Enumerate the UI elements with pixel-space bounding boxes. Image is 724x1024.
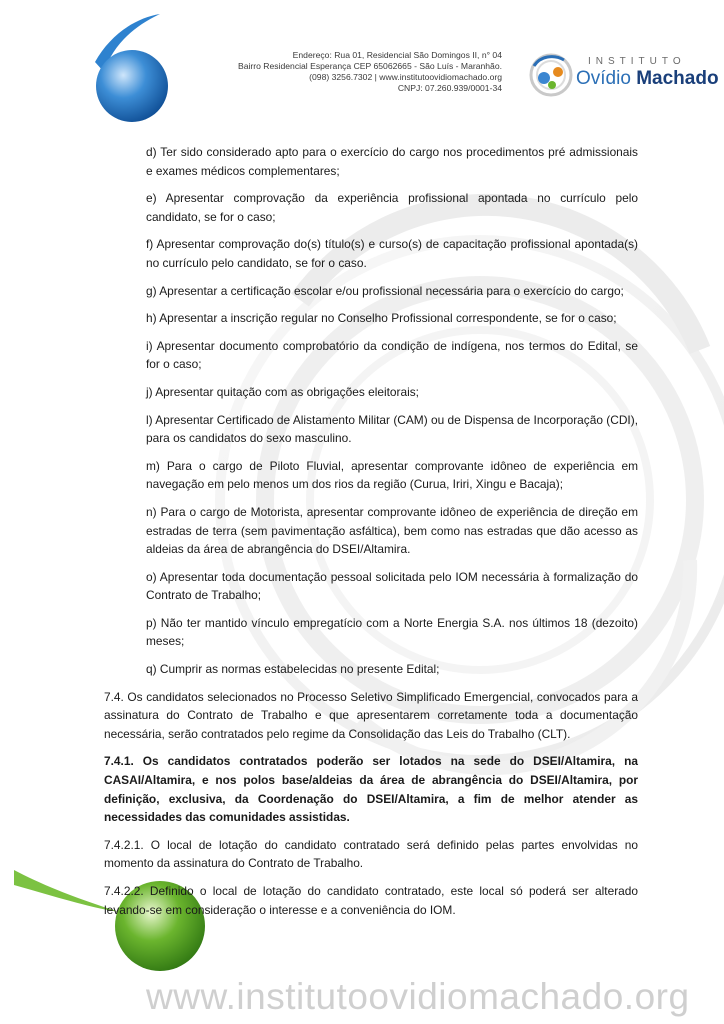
list-item-d: d) Ter sido considerado apto para o exercício do cargo nos procedimentos pré admissionais e exames médicos complementares; (146, 145, 638, 178)
list-item-f: f) Apresentar comprovação do(s) título(s) e curso(s) de capacitação profissional apontada(s) no currículo pelo candidato, se for o caso. (146, 237, 638, 270)
address-line: Endereço: Rua 01, Residencial São Domingos II, n° 04 (292, 50, 502, 60)
list-item-i: i) Apresentar documento comprobatório da condição de indígena, nos termos do Edital, se for o caso; (146, 338, 638, 372)
section-7-4-2-1: 7.4.2.1. O local de lotação do candidato contratado será definido pelas partes envolvidas no momento da assinatura do Contrato de Trabalho. (104, 837, 638, 871)
address-line: Bairro Residencial Esperança CEP 65062665 - São Luís - Maranhão. (237, 61, 502, 71)
address-line: CNPJ: 07.260.939/0001-34 (397, 83, 502, 93)
logo-name-part2: Machado (636, 68, 719, 89)
logo-top-text: INSTITUTO (588, 56, 686, 67)
list-item-p: p) Não ter mantido vínculo empregatício com a Norte Energia S.A. nos últimos 18 (dezoito) meses; (146, 615, 638, 649)
section-7-4-1: 7.4.1. Os candidatos contratados poderão ser lotados na sede do DSEI/Altamira, na CASAI/Altamira, e nos polos base/aldeias da área de abrangência do DSEI/Altamira, por definição, exclusiva, da Coordenação do DSEI/Altamira, a fim de melhor atender as necessidades das comunidades assistidas. (104, 754, 638, 825)
list-item-j: j) Apresentar quitação com as obrigações eleitorais; (146, 384, 419, 399)
list-item-n: n) Para o cargo de Motorista, apresentar comprovante idôneo de experiência de direção em estradas de terra (sem pavimentação asfáltica), bem como nas estradas que dão acesso as aldeias da área de abrangência do DSEI/Altamira. (146, 504, 638, 557)
header-address-block (170, 50, 502, 94)
list-item-g: g) Apresentar a certificação escolar e/ou profissional necessária para o exercício do cargo; (146, 283, 624, 298)
list-item-q: q) Cumprir as normas estabelecidas no presente Edital; (146, 662, 440, 677)
institute-swirl-logo-icon (528, 52, 574, 98)
list-item-h: h) Apresentar a inscrição regular no Conselho Profissional correspondente, se for o caso; (146, 311, 617, 326)
institute-logo (528, 50, 719, 98)
list-item-l: l) Apresentar Certificado de Alistamento Militar (CAM) ou de Dispensa de Incorporação (CDI), para os candidatos do sexo masculino. (146, 412, 638, 446)
logo-name-part1: Ovídio (576, 68, 631, 89)
list-item-m: m) Para o cargo de Piloto Fluvial, apresentar comprovante idôneo de experiência em navegação em pelo menos um dos rios da região (Curua, Iriri, Xingu e Bacaja); (146, 458, 638, 492)
list-item-e: e) Apresentar comprovação da experiência profissional apontada no currículo pelo candidato, se for o caso; (146, 191, 638, 224)
footer-website-url: www.institutoovidiomachado.org (146, 976, 690, 1017)
document-body (104, 143, 638, 928)
list-item-o: o) Apresentar toda documentação pessoal solicitada pelo IOM necessária à formalização do Contrato de Trabalho; (146, 569, 638, 603)
section-7-4: 7.4. Os candidatos selecionados no Processo Seletivo Simplificado Emergencial, convocados para a assinatura do Contrato de Trabalho e que apresentarem corretamente toda a documentação necessária, serão contratados pelo regime da Consolidação das Leis do Trabalho (CLT). (104, 689, 638, 741)
section-7-4-2-2: 7.4.2.2. Definido o local de lotação do candidato contratado, este local só poderá ser alterado levando-se em consideração o interesse e a conveniência do IOM. (104, 884, 638, 917)
address-line: (098) 3256.7302 | www.institutoovidiomachado.org (309, 72, 502, 82)
logo-name (576, 68, 719, 90)
blue-sphere (96, 50, 168, 122)
